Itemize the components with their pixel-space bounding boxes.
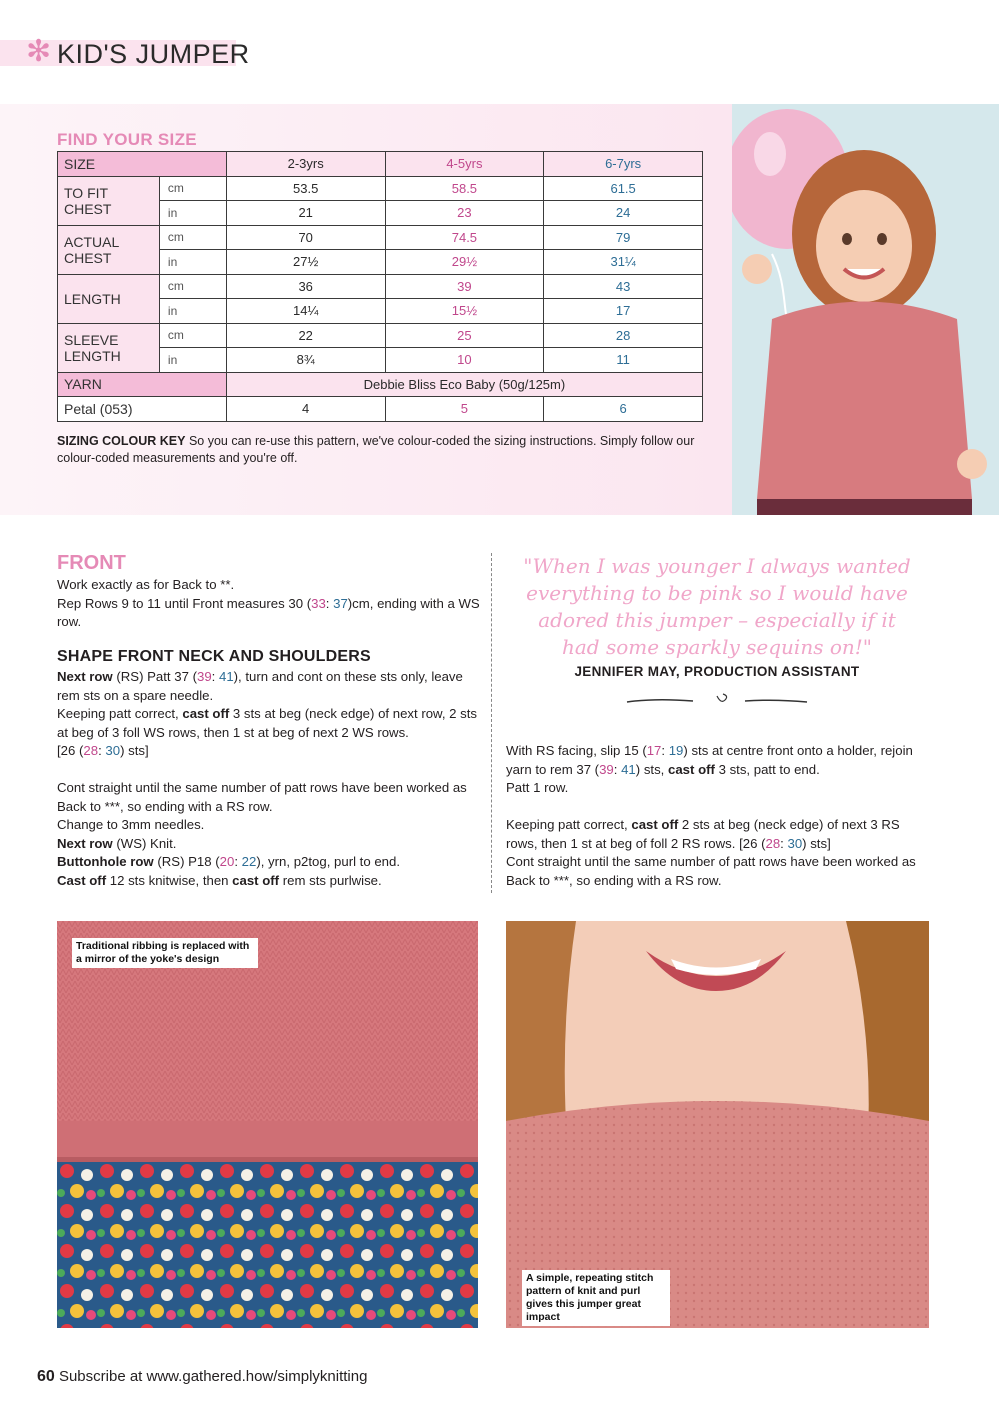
page-title: KID'S JUMPER <box>57 39 250 69</box>
table-cell: 58.5 <box>385 176 544 201</box>
photo-jumper-hem <box>57 921 478 1328</box>
quote-author: JENNIFER MAY, PRODUCTION ASSISTANT <box>574 664 860 679</box>
right-para-4: Cont straight until the same number of patt rows have been worked as Back to ***, so ending with a RS row. <box>506 854 916 888</box>
table-cell: 43 <box>544 274 703 299</box>
row-label: ACTUAL CHEST <box>58 225 160 274</box>
table-cell: 74.5 <box>385 225 544 250</box>
right-para-2: Patt 1 row. <box>506 780 569 795</box>
table-cell: 21 <box>226 201 385 226</box>
shape-para-8: Cast off 12 sts knitwise, then cast off rem sts purlwise. <box>57 872 382 888</box>
table-cell: 61.5 <box>544 176 703 201</box>
table-cell: 36 <box>226 274 385 299</box>
row-label-line-2: LENGTH <box>64 347 121 364</box>
shape-front-neck-heading: SHAPE FRONT NECK AND SHOULDERS <box>57 648 371 665</box>
footer <box>37 1368 367 1386</box>
front-heading: FRONT <box>57 552 126 574</box>
table-cell: 25 <box>385 323 544 348</box>
flower-star-icon: ✻ <box>26 34 52 69</box>
yarn-name: Debbie Bliss Eco Baby (50g/125m) <box>226 372 702 397</box>
footer-subscribe-text: Subscribe at www.gathered.how/simplyknitting <box>54 1368 368 1385</box>
table-cell: 14¼ <box>226 299 385 324</box>
shape-para-3: [26 (28: 30) sts] <box>57 743 149 758</box>
table-cell: 28 <box>544 323 703 348</box>
unit-in: in <box>159 348 226 373</box>
size-col-3: 6-7yrs <box>544 152 703 177</box>
front-line-2: Rep Rows 9 to 11 until Front measures 30 (33: 37)cm, ending with a WS row. <box>57 595 480 629</box>
table-cell: 27½ <box>226 250 385 275</box>
table-cell: 22 <box>226 323 385 348</box>
table-cell: 24 <box>544 201 703 226</box>
front-line-1: Work exactly as for Back to **. <box>57 577 235 592</box>
table-row <box>58 176 703 201</box>
unit-in: in <box>159 250 226 275</box>
table-cell: 11 <box>544 348 703 373</box>
shape-para-7: Buttonhole row (RS) P18 (20: 22), yrn, p2tog, purl to end. <box>57 854 401 869</box>
unit-cm: cm <box>159 274 226 299</box>
photo-girl-with-balloon <box>732 104 999 515</box>
size-table <box>57 151 703 422</box>
table-row <box>58 372 703 397</box>
table-cell: 31¼ <box>544 250 703 275</box>
right-text <box>506 742 931 890</box>
row-label: LENGTH <box>58 274 160 323</box>
table-cell: 17 <box>544 299 703 324</box>
decorative-swirl-divider <box>625 690 810 710</box>
sizing-key-title: SIZING COLOUR KEY <box>57 434 186 448</box>
table-cell: 23 <box>385 201 544 226</box>
shape-para-5: Change to 3mm needles. <box>57 817 205 832</box>
row-label <box>58 323 160 372</box>
table-cell: 70 <box>226 225 385 250</box>
photo-smile-illustration <box>506 921 929 1328</box>
sizing-key-text: So you can re-use this pattern, we've colour-coded the sizing instructions. Simply follow our colour-coded measurements and you're off. <box>57 434 695 465</box>
photo-smile-closeup <box>506 921 929 1328</box>
size-label: SIZE <box>58 152 227 177</box>
size-col-2: 4-5yrs <box>385 152 544 177</box>
table-cell: 79 <box>544 225 703 250</box>
table-cell: 53.5 <box>226 176 385 201</box>
front-text <box>57 576 482 632</box>
sizing-colour-key <box>57 433 707 467</box>
table-cell: 8¾ <box>226 348 385 373</box>
right-para-3: Keeping patt correct, cast off 2 sts at beg (neck edge) of next 3 RS rows, then 1 st at beg of foll 2 RS rows. [26 (28: 30) sts] <box>506 817 900 851</box>
caption-smile: A simple, repeating stitch pattern of knit and purl gives this jumper great impact <box>522 1270 670 1326</box>
table-cell: 5 <box>385 397 544 422</box>
unit-cm: cm <box>159 323 226 348</box>
table-row <box>58 323 703 348</box>
pull-quote: "When I was younger I always wanted everything to be pink so I would have adored this jumper – especially if it had some sparkly sequins on!" <box>523 554 911 659</box>
unit-cm: cm <box>159 225 226 250</box>
table-row <box>58 397 703 422</box>
table-row <box>58 152 703 177</box>
caption-hem: Traditional ribbing is replaced with a mirror of the yoke's design <box>72 938 258 968</box>
find-size-heading: FIND YOUR SIZE <box>57 130 197 149</box>
shape-para-4: Cont straight until the same number of patt rows have been worked as Back to ***, so ending with a RS row. <box>57 780 467 814</box>
size-col-1: 2-3yrs <box>226 152 385 177</box>
shape-para-1: Next row (RS) Patt 37 (39: 41), turn and cont on these sts only, leave rem sts on a spare needle. <box>57 669 463 703</box>
shade-label: Petal (053) <box>58 397 227 422</box>
shape-para-2: Keeping patt correct, cast off 3 sts at beg (neck edge) of next row, 2 sts at beg of 3 foll WS rows, then 1 st at beg of next 2 WS rows. <box>57 706 478 740</box>
table-cell: 6 <box>544 397 703 422</box>
unit-cm: cm <box>159 176 226 201</box>
table-cell: 29½ <box>385 250 544 275</box>
column-divider <box>491 553 492 893</box>
page-number: 60 <box>37 1368 55 1385</box>
yarn-label: YARN <box>58 372 227 397</box>
table-row <box>58 225 703 250</box>
photo-girl-illustration <box>732 104 999 515</box>
photo-hem-illustration <box>57 921 478 1328</box>
row-label-line-1: SLEEVE <box>64 331 119 348</box>
table-cell: 10 <box>385 348 544 373</box>
table-cell: 4 <box>226 397 385 422</box>
table-cell: 15½ <box>385 299 544 324</box>
table-cell: 39 <box>385 274 544 299</box>
unit-in: in <box>159 201 226 226</box>
shape-text <box>57 668 482 890</box>
shape-para-6: Next row (WS) Knit. <box>57 835 177 851</box>
right-para-1: With RS facing, slip 15 (17: 19) sts at centre front onto a holder, rejoin yarn to rem 37 (39: 41) sts, cast off 3 sts, patt to end. <box>506 743 913 777</box>
row-label: TO FIT CHEST <box>58 176 160 225</box>
table-row <box>58 274 703 299</box>
unit-in: in <box>159 299 226 324</box>
